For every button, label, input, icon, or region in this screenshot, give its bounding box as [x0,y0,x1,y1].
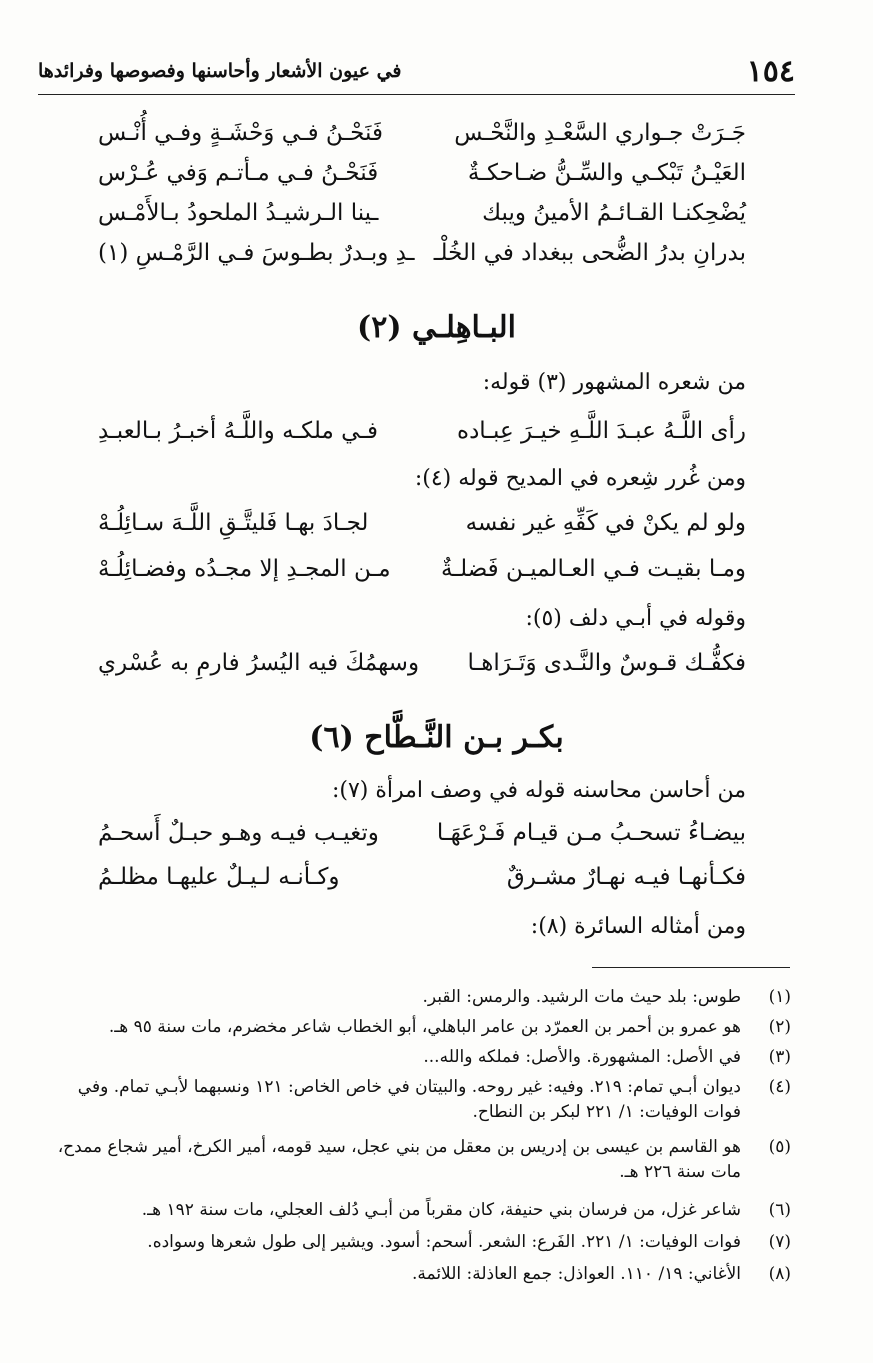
page-header [38,54,795,95]
verse-first-hemistich: فكفُّـك قـوسٌ والنَّـدى وَتَـرَاهـا [467,650,746,676]
verse-second-hemistich: وكـأنـه لـيـلٌ عليهـا مظلـمُ [98,864,340,890]
verse-second-hemistich: فَنَحْـنُ فـي وَحْشَـةٍ وفـي أُنْـس [98,120,383,146]
verse-first-hemistich: فكـأنهـا فيـه نهـارٌ مشـرقٌ [506,864,746,890]
verse-second-hemistich: مـن المجـدِ إلا مجـدُه وفضـائِلُـهْ [98,556,391,582]
footnote-number: (٦) [768,1200,791,1220]
verse-line [98,418,746,462]
verse-second-hemistich: ـدِ وبـدرٌ بطـوسَ فـي الرَّمْـسِ (١) [98,240,415,266]
footnote-text: فوات الوفيات: ١/ ٢٢١. الفَرع: الشعر. أسحم: أسود. ويشير إلى طول شعرها وسواده. [147,1232,741,1252]
verse-first-hemistich: ومـا بقيـت فـي العـالميـن فَضلـةٌ [441,556,746,582]
footnote-separator [592,967,790,968]
footnote-text: ديوان أبـي تمام: ٢١٩. وفيه: غير روحه. والبيتان في خاص الخاص: ١٢١ ونسبهما لأبـي تمام. وفي فوات الوفيات: ١/ ٢٢١ لبكر بن النطاح. [77,1077,741,1122]
verse-second-hemistich: فـي ملكـه واللَّـهُ أخبـرُ بـالعبـدِ [98,418,379,444]
verse-line [98,240,746,284]
footnote-text: في الأصل: المشهورة. والأصل: فملكه والله... [423,1047,741,1067]
verse-line [98,556,746,600]
footnote-number: (٥) [768,1137,791,1157]
footnote-number: (١) [768,987,791,1007]
verse-line [98,510,746,554]
footnote-text: شاعر غزل، من فرسان بني حنيفة، كان مقرباً من أبـي دُلف العجلي، مات سنة ١٩٢ هـ. [141,1200,741,1220]
verse-line [98,650,746,694]
footnote-number: (٢) [768,1017,791,1037]
footnote-number: (٧) [768,1232,791,1252]
section-heading: البـاهِلـي (٢) [357,310,516,345]
verse-first-hemistich: يُضْحِكنـا القـائـمُ الأمينُ ويبك [482,200,746,226]
footnote [45,1262,791,1287]
verse-first-hemistich: بيضـاءُ تسحـبُ مـن قيـام فَـرْعَهَـا [436,820,746,846]
footnote-number: (٤) [768,1077,791,1097]
footnote-text: طوس: بلد حيث مات الرشيد. والرمس: القبر. [422,987,741,1007]
prose-line: ومن غُرر شِعره في المديح قوله (٤): [414,466,746,491]
verse-second-hemistich: ـينا الـرشيـدُ الملحودُ بـالأَمْـس [98,200,379,226]
prose-line: من أحاسن محاسنه قوله في وصف امرأة (٧): [331,778,746,803]
footnote [45,1230,791,1255]
running-title: في عيون الأشعار وأحاسنها وفصوصها وفرائدها [38,60,402,82]
verse-line [98,120,746,164]
verse-line [98,160,746,204]
verse-line [98,820,746,864]
prose-line: وقوله في أبـي دلف (٥): [525,606,746,631]
verse-first-hemistich: جَـرَتْ جـواري السَّعْـدِ والنَّحْـس [454,120,746,146]
verse-first-hemistich: بدرانِ بدرُ الضُّحى ببغداد في الخُلْـ [433,240,746,266]
verse-first-hemistich: ولو لم يكنْ في كَفِّهِ غير نفسه [465,510,746,536]
footnote-text: هو القاسم بن عيسى بن إدريس بن معقل من بني عجل، سيد قومه، أمير الكرخ، أمير شجاع ممدح، مات سنة ٢٢٦ هـ. [57,1137,741,1182]
prose-line: من شعره المشهور (٣) قوله: [482,370,746,395]
verse-second-hemistich: فَنَحْـنُ فـي مـأتـم وَفي عُـرْس [98,160,379,186]
footnote [45,985,791,1010]
verse-second-hemistich: لجـادَ بهـا فَليتَّـقِ اللَّـهَ سـائِلُـهْ [98,510,369,536]
verse-second-hemistich: وسهمُكَ فيه اليُسرُ فارمِ به عُسْري [98,650,420,676]
verse-first-hemistich: العَيْـنُ تَبْكـي والسِّـنُّ ضـاحكـةٌ [467,160,746,186]
footnote-text: الأغاني: ١٩/ ١١٠. العواذل: جمع العاذلة: اللائمة. [411,1264,741,1284]
verse-line [98,864,746,908]
section-heading: بكـر بـن النَّـطَّاح (٦) [309,720,564,755]
verse-second-hemistich: وتغيـب فيـه وهـو حبـلٌ أَسحـمُ [98,820,379,846]
verse-line [98,200,746,244]
footnote [45,1135,791,1185]
footnote [45,1198,791,1223]
page-number: ١٥٤ [746,54,795,89]
verse-first-hemistich: رأى اللَّـهُ عبـدَ اللَّـهِ خيـرَ عِبـاده [457,418,746,444]
footnote [45,1015,791,1040]
footnote-text: هو عمرو بن أحمر بن العمرّد بن عامر الباهلي، أبو الخطاب شاعر مخضرم، مات سنة ٩٥ هـ. [108,1017,741,1037]
footnote-number: (٣) [768,1047,791,1067]
footnote [45,1045,791,1070]
prose-line: ومن أمثاله السائرة (٨): [530,914,746,939]
footnote [45,1075,791,1125]
footnote-number: (٨) [768,1264,791,1284]
